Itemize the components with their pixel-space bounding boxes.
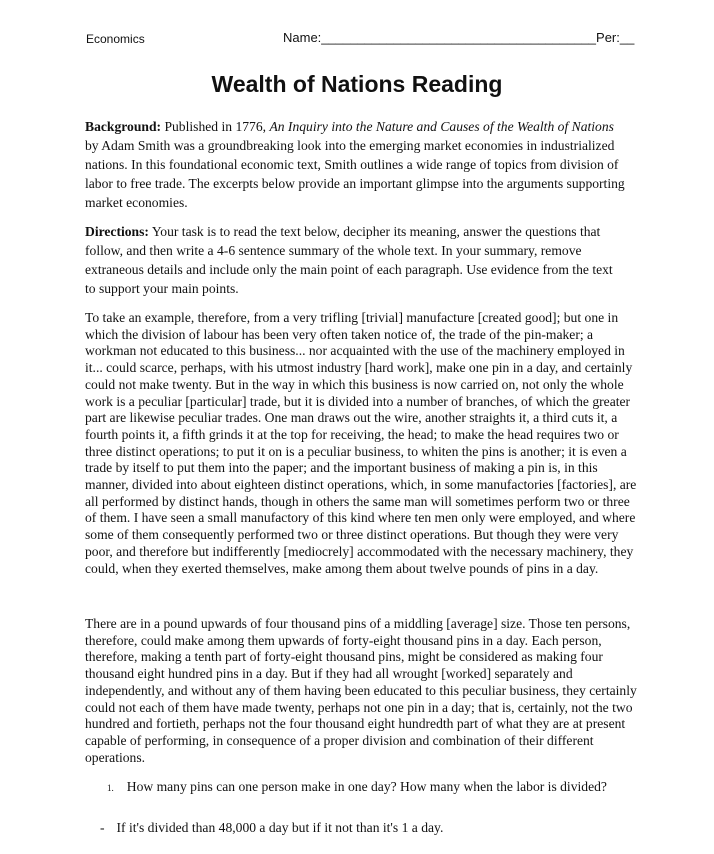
question-text: How many pins can one person make in one day? How many when the labor is divided? — [126, 779, 607, 794]
directions-label: Directions: — [85, 224, 149, 239]
passage-paragraph-2: There are in a pound upwards of four thousand pins of a middling [average] size. Those ten persons, therefore, could make among them upwards of forty-eight thousand pins in a day. Each person, therefore, making a tenth part of forty-eight thousand pins, might be considered as making four thousand eight hundred pins in a day. But if they had all wrought [worked] separately and independently, and without any of them having been educated to this peculiar business, they certainly could not each of them have made twenty, perhaps not one pin in a day; that is, certainly, not the two hundred and fortieth, perhaps not the four thousand eight hundredth part of what they are at present capable of performing, in consequence of a proper division and combination of their different operations. — [85, 616, 637, 765]
answer-text[interactable]: If it's divided than 48,000 a day but if it not than it's 1 a day. — [116, 820, 444, 835]
book-title: An Inquiry into the Nature and Causes of the Wealth of Nations — [269, 119, 614, 134]
subject-label: Economics — [86, 32, 145, 46]
name-period-field[interactable]: Name:______________________________________Per:__ — [283, 30, 635, 45]
question-number: 1. — [107, 783, 114, 793]
directions-paragraph — [85, 222, 625, 298]
background-text-start: Published in 1776, — [161, 119, 270, 134]
question-1 — [107, 779, 607, 795]
answer-1[interactable] — [100, 820, 443, 836]
background-label: Background: — [85, 119, 162, 134]
page-title: Wealth of Nations Reading — [211, 71, 503, 97]
answer-bullet: - — [100, 820, 105, 835]
directions-text: Your task is to read the text below, decipher its meaning, answer the questions that follow, and then write a 4-6 sentence summary of the whole text. In your summary, remove extraneous details and include only the main point of each paragraph. Use evidence from the text to support your main points. — [85, 224, 613, 296]
background-paragraph — [85, 117, 625, 212]
passage-paragraph-1: To take an example, therefore, from a very trifling [trivial] manufacture [created good]; but one in which the division of labour has been very often taken notice of, the trade of the pin-maker; a workman not educated to this business... nor acquainted with the use of the machinery employed in it... could scarce, perhaps, with his utmost industry [hard work], make one pin in a day, and certainly could not make twenty. But in the way in which this business is now carried on, not only the whole work is a peculiar [particular] trade, but it is divided into a number of branches, of which the greater part are likewise peculiar trades. One man draws out the wire, another straights it, a third cuts it, a fourth points it, a fifth grinds it at the top for receiving, the head; to make the head requires two or three distinct operations; to put it on is a peculiar business, to whiten the pins is another; it is even a trade by itself to put them into the paper; and the important business of making a pin is, in this manner, divided into about eighteen distinct operations, which, in some manufactories [factories], are all performed by distinct hands, though in others the same man will sometimes perform two or three of them. I have seen a small manufactory of this kind where ten men only were employed, and where some of them consequently performed two or three distinct operations. But though they were very poor, and therefore but indifferently [mediocrely] accommodated with the necessary machinery, they could, when they exerted themselves, make among them about twelve pounds of pins in a day. — [85, 310, 637, 576]
background-text-end: by Adam Smith was a groundbreaking look into the emerging market economies in industrialized nations. In this foundational economic text, Smith outlines a wide range of topics from division of labor to free trade. The excerpts below provide an important glimpse into the arguments supporting market economies. — [85, 138, 625, 210]
